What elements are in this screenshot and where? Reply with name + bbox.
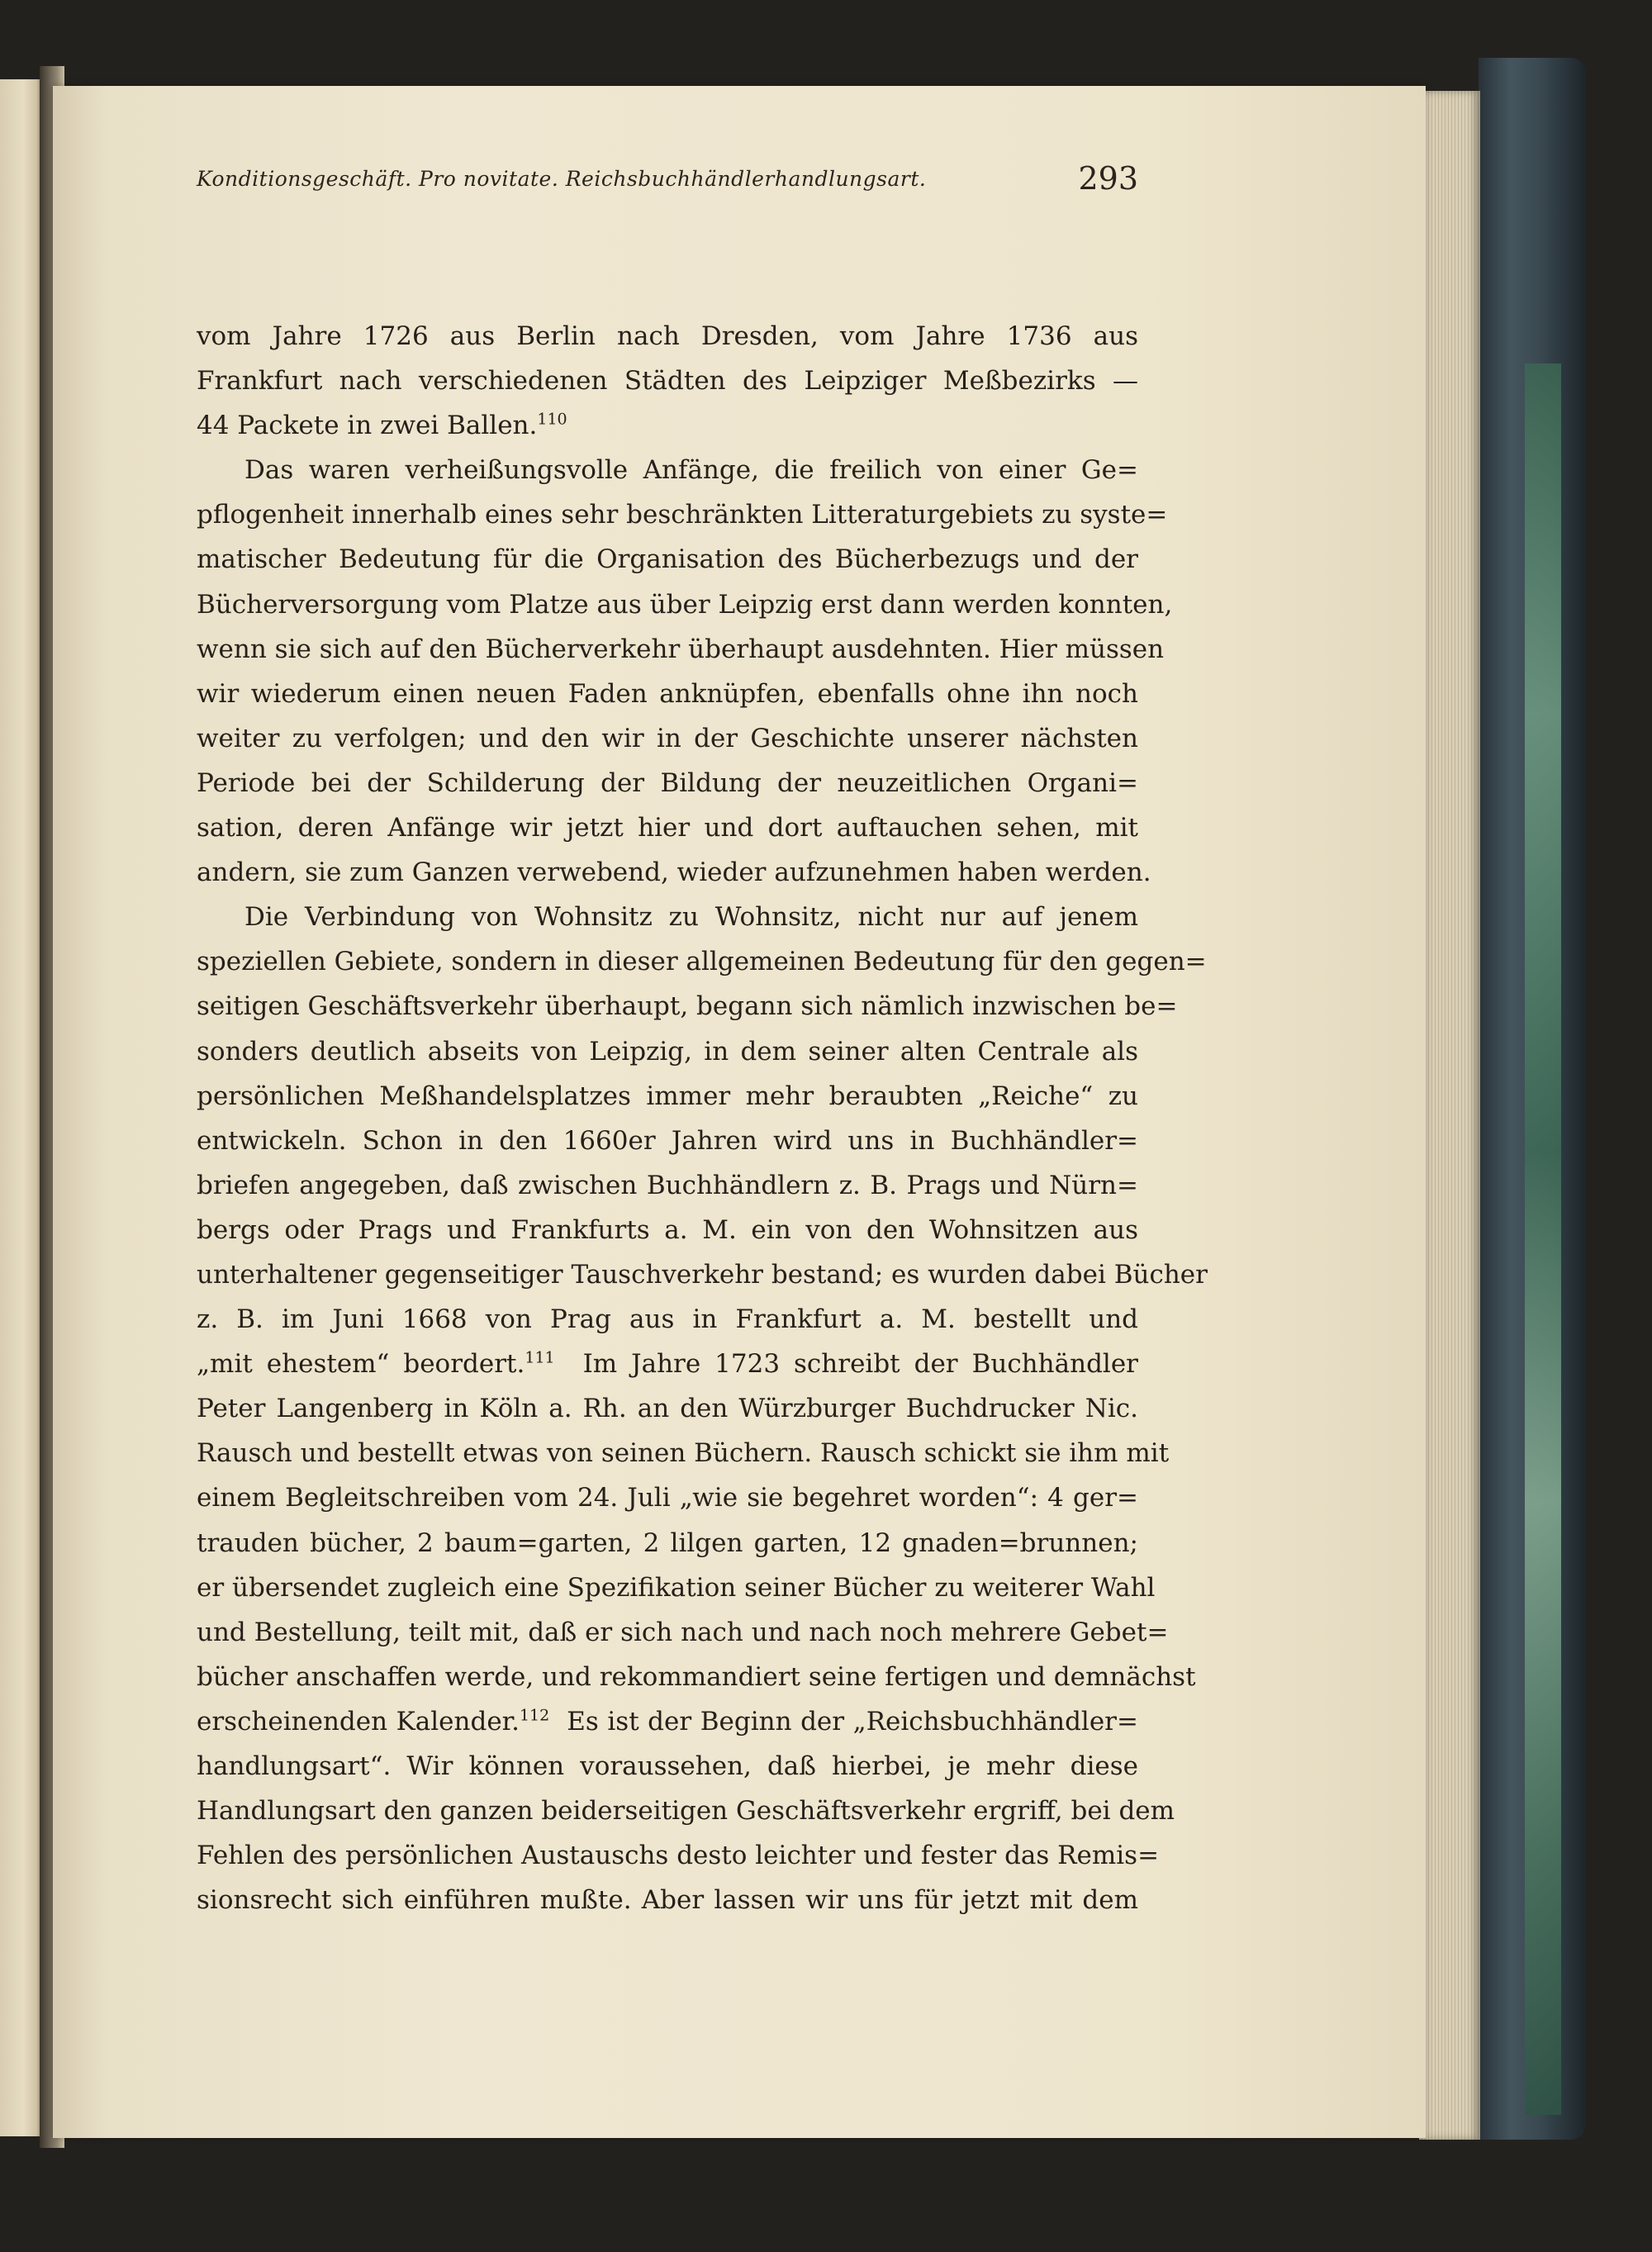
text-line: speziellen Gebiete, sondern in dieser allgemeinen Bedeutung für den gegen= <box>197 947 1207 977</box>
text-line: briefen angegeben, daß zwischen Buchhändlern z. B. Prags und Nürn= <box>197 1170 1138 1200</box>
body-text <box>197 314 1208 1922</box>
text-line: sation, deren Anfänge wir jetzt hier und dort auftauchen sehen, mit <box>197 813 1138 843</box>
text-line: vom Jahre 1726 aus Berlin nach Dresden, vom Jahre 1736 aus <box>197 321 1138 351</box>
running-header <box>197 157 1138 207</box>
text-line <box>197 1342 1138 1386</box>
text-line: z. B. im Juni 1668 von Prag aus in Frankfurt a. M. bestellt und <box>197 1304 1138 1335</box>
footnote-marker: 110 <box>537 410 567 429</box>
page-stack-edge <box>1419 91 1480 2140</box>
text-line: unterhaltener gegenseitiger Tauschverkehr bestand; es wurden dabei Bücher <box>197 1259 1208 1290</box>
text-line: trauden bücher, 2 baum=garten, 2 lilgen garten, 12 gnaden=brunnen; <box>197 1527 1138 1558</box>
running-title: Konditionsgeschäft. Pro novitate. Reichsbuchhändlerhandlungsart. <box>197 167 927 191</box>
text-line <box>197 403 1138 448</box>
text-line: wenn sie sich auf den Bücherverkehr überhaupt ausdehnten. Hier müssen <box>197 634 1165 664</box>
text-line: weiter zu verfolgen; und den wir in der Geschichte unserer nächsten <box>197 723 1138 753</box>
text-line: Fehlen des persönlichen Austauschs desto leichter und fester das Remis= <box>197 1841 1160 1871</box>
text-line-content: erscheinenden Kalender. <box>197 1706 520 1737</box>
previous-page-edge <box>0 79 43 2136</box>
text-line-content: 44 Packete in zwei Ballen. <box>197 411 538 441</box>
text-line: entwickeln. Schon in den 1660er Jahren wird uns in Buchhändler= <box>197 1125 1138 1156</box>
text-line: Peter Langenberg in Köln a. Rh. an den Würzburger Buchdrucker Nic. <box>197 1394 1138 1424</box>
text-line: Bücherversorgung vom Platze aus über Leipzig erst dann werden konnten, <box>197 589 1173 620</box>
text-line: Frankfurt nach verschiedenen Städten des Leipziger Meßbezirks — <box>197 366 1138 397</box>
text-line-content: Es ist der Beginn der „Reichsbuchhändler= <box>567 1706 1138 1737</box>
footnote-marker: 112 <box>519 1706 550 1725</box>
text-line: andern, sie zum Ganzen verwebend, wieder aufzunehmen haben werden. <box>197 858 1151 888</box>
text-line <box>197 1699 1138 1744</box>
text-line: pflogenheit innerhalb eines sehr beschränkten Litteraturgebiets zu syste= <box>197 500 1168 530</box>
text-line: Handlungsart den ganzen beiderseitigen Geschäftsverkehr ergriff, bei dem <box>197 1796 1175 1827</box>
text-line: einem Begleitschreiben vom 24. Juli „wie sie begehret worden“: 4 ger= <box>197 1483 1138 1513</box>
text-line: persönlichen Meßhandelsplatzes immer mehr beraubten „Reiche“ zu <box>197 1081 1138 1111</box>
text-line-content: Im Jahre 1723 schreibt der Buchhändler <box>582 1349 1138 1380</box>
text-line: seitigen Geschäftsverkehr überhaupt, begann sich nämlich inzwischen be= <box>197 991 1178 1022</box>
footnote-marker: 111 <box>525 1348 555 1367</box>
text-line: sionsrecht sich einführen mußte. Aber lassen wir uns für jetzt mit dem <box>197 1885 1138 1916</box>
marbled-edge <box>1525 363 1561 2115</box>
text-line: bergs oder Prags und Frankfurts a. M. ein von den Wohnsitzen aus <box>197 1214 1138 1245</box>
text-line: sonders deutlich abseits von Leipzig, in dem seiner alten Centrale als <box>197 1036 1138 1067</box>
text-line: bücher anschaffen werde, und rekommandiert seine fertigen und demnächst <box>197 1661 1196 1692</box>
page-number: 293 <box>1078 160 1138 197</box>
text-line: wir wiederum einen neuen Faden anknüpfen, ebenfalls ohne ihn noch <box>197 678 1138 709</box>
text-line: Das waren verheißungsvolle Anfänge, die freilich von einer Ge= <box>244 455 1138 486</box>
text-line: und Bestellung, teilt mit, daß er sich nach und nach noch mehrere Gebet= <box>197 1617 1169 1647</box>
text-line: handlungsart“. Wir können voraussehen, daß hierbei, je mehr diese <box>197 1751 1138 1781</box>
text-line-content: „mit ehestem“ beordert. <box>197 1349 525 1380</box>
text-line: Periode bei der Schilderung der Bildung der neuzeitlichen Organi= <box>197 767 1138 798</box>
text-line: Die Verbindung von Wohnsitz zu Wohnsitz, nicht nur auf jenem <box>244 902 1138 933</box>
text-line: matischer Bedeutung für die Organisation des Bücherbezugs und der <box>197 544 1138 575</box>
text-line: Rausch und bestellt etwas von seinen Büchern. Rausch schickt sie ihm mit <box>197 1438 1170 1469</box>
text-line: er übersendet zugleich eine Spezifikation seiner Bücher zu weiterer Wahl <box>197 1572 1156 1603</box>
